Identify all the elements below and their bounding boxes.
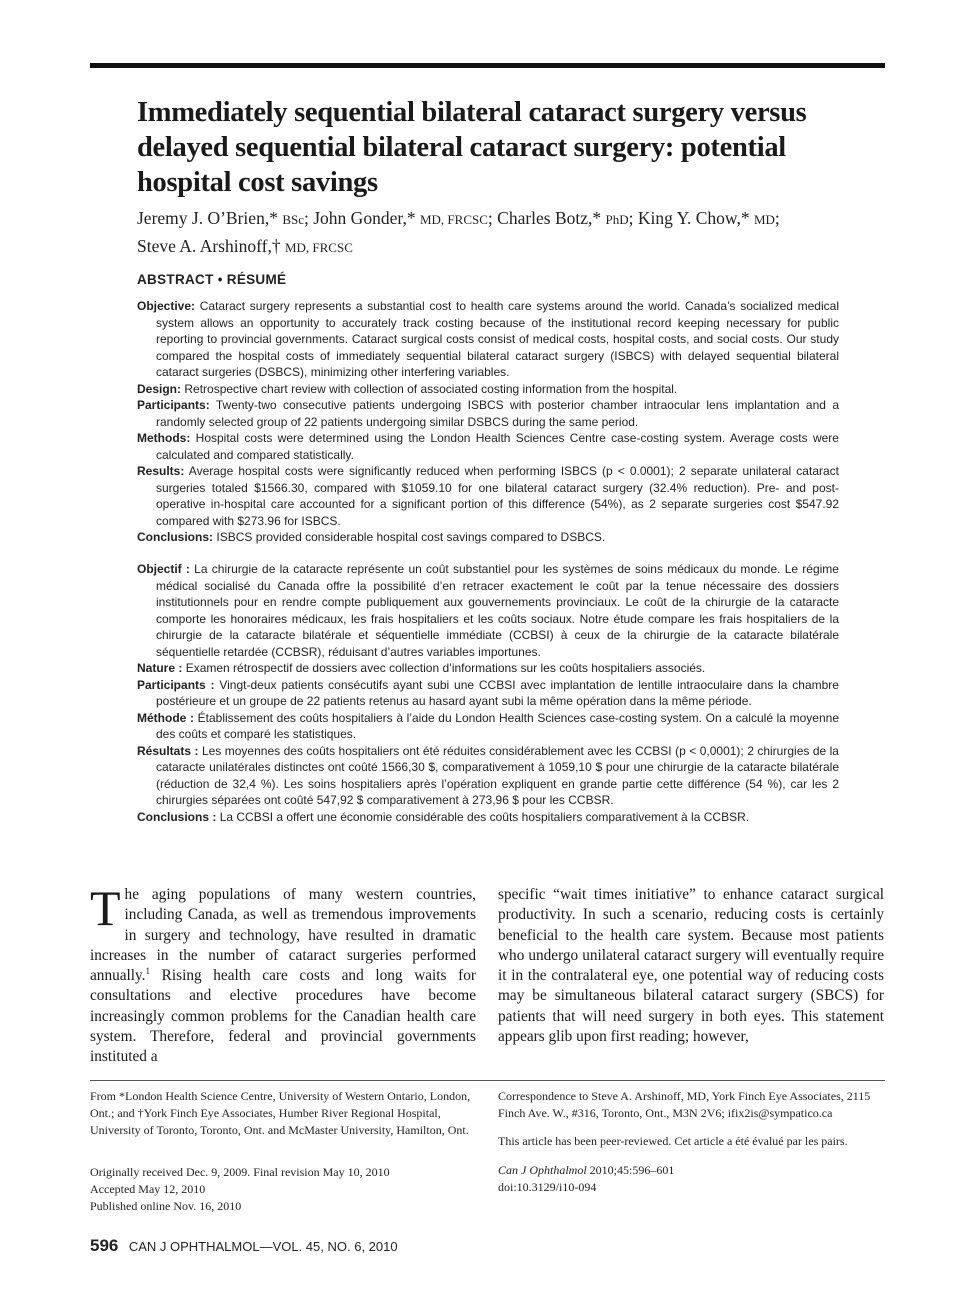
page-footer	[90, 1236, 398, 1256]
author-name: King Y. Chow,*	[637, 208, 750, 228]
abstract-paragraph: Design: Retrospective chart review with collection of associated costing information from the hospital.	[137, 381, 678, 396]
author-name: John Gonder,*	[313, 208, 416, 228]
reference-marker: 1	[145, 966, 151, 977]
abstract-heading: ABSTRACT • RÉSUMÉ	[137, 272, 287, 287]
correspondence-note: Correspondence to Steve A. Arshinoff, MD, York Finch Eye Associates, 2115 Finch Ave. W., #316, Toronto, Ont., M3N 2V6; ifix2is@sympatico.ca	[498, 1089, 871, 1120]
author-name: Charles Botz,*	[497, 208, 602, 228]
affiliation-note: From *London Health Science Centre, University of Western Ontario, London, Ont.; and †York Finch Eye Associates, Humber River Regional Hospital, University of Toronto, Toronto, Ont. and McMaster University, Hamilton, Ont.	[90, 1089, 471, 1137]
author-degrees: BSc	[282, 212, 304, 227]
abstract-paragraph: Objectif : La chirurgie de la cataracte représente un coût substantiel pour les systèmes de soins médicaux du monde. Le régime médical socialisé du Canada offre la possibilité d’en retracer exactement le coût par la tenue nécessaire des dossiers institutionnels pour en rendre compte publiquement aux gouvernements provinciaux. Le coût de la chirurgie de la cataracte comporte les honoraires médicaux, les frais hospitaliers et les coûts sociaux. Notre étude compare les frais hospitaliers de la chirurgie de la cataracte bilatérale et séquentielle immédiate (CCBSI) à ceux de la chirurgie de la cataracte bilatérale séquentielle retardée (CCBSR), réduisant d’autres variables importunes.	[137, 562, 839, 659]
abstract-paragraph: Conclusions : La CCBSI a offert une économie considérable des coûts hospitaliers comparativement à la CCBSR.	[137, 809, 750, 824]
body-text-left: The aging populations of many western countries, including Canada, as well as tremendous improvements in surgery and technology, have resulted in dramatic increases in the number of cataract surgeries performed annually.$^1$ Rising health care costs and long waits for consultations and elective procedures have become increasingly common problems for the Canadian health care system. Therefore, federal and provincial governments instituted a	[90, 880, 476, 1066]
article-title: Immediately sequential bilateral cataract surgery versus delayed sequential bilateral cataract surgery: potential hospital cost savings	[137, 97, 807, 198]
abstract-french	[137, 561, 839, 825]
peer-review-note: This article has been peer-reviewed. Cet article a été évalué par les pairs.	[498, 1134, 848, 1148]
author-degrees: MD, FRCSC	[419, 212, 488, 227]
abstract-paragraph: Methods: Hospital costs were determined using the London Health Sciences Centre case-costing system. Average costs were calculated and compared statistically.	[137, 431, 839, 462]
abstract-paragraph: Conclusions: ISBCS provided considerable hospital cost savings compared to DSBCS.	[137, 530, 606, 544]
author-list: Jeremy J. O’Brien,* BSc; John Gonder,* MD, FRCSC; Charles Botz,* PhD; King Y. Chow,* MD; Steve A. Arshinoff,† MD, FRCSC	[137, 208, 780, 256]
abstract-paragraph: Nature : Examen rétrospectif de dossiers avec collection d’informations sur les coûts hospitaliers associés.	[137, 661, 706, 675]
author-degrees: MD, FRCSC	[284, 240, 353, 255]
abstract-paragraph: Participants : Vingt-deux patients consécutifs ayant subi une CCBSI avec implantation de lentille intraoculaire dans la chambre postérieure et un groupe de 22 patients retenus au hasard ayant subi la même opération dans la même période.	[137, 677, 839, 708]
abstract-paragraph: Results: Average hospital costs were significantly reduced when performing ISBCS (p < 0.0001); 2 separate unilateral cataract surgeries totaled $1566.30, compared with $1059.10 for one bilateral cataract surgery (32.4% reduction). Pre- and post-operative in-hospital care accounted for a significant portion of this difference (54%), as 2 separate surgeries cost $547.92 compared with $273.96 for ISBCS.	[137, 464, 839, 528]
citation-note: Can J Ophthalmol 2010;45:596–601 doi:10.3129/i10-094	[498, 1163, 675, 1194]
author-name: Steve A. Arshinoff,†	[137, 236, 281, 256]
dates-note: Originally received Dec. 9, 2009. Final revision May 10, 2010 Accepted May 12, 2010 Published online Nov. 16, 2010	[90, 1165, 390, 1213]
abstract-paragraph: Participants: Twenty-two consecutive patients undergoing ISBCS with posterior chamber intraocular lens implantation and a randomly selected group of 22 patients undergoing similar DSBCS during the same period.	[137, 398, 839, 429]
page-number: 596	[90, 1236, 119, 1255]
abstract-paragraph: Objective: Cataract surgery represents a substantial cost to health care systems around the world. Canada’s socialized medical system allows an opportunity to accurately track costing because of the institutional record keeping necessary for public reporting to provincial governments. Cataract surgical costs consist of medical costs, hospital costs, and social costs. Our study compared the hospital costs of immediately sequential bilateral cataract surgery (ISBCS) with delayed sequential bilateral cataract surgeries (DSBCS), minimizing other interfering variables.	[137, 299, 839, 379]
author-degrees: MD	[753, 212, 775, 227]
abstract-paragraph: Méthode : Établissement des coûts hospitaliers à l’aide du London Health Sciences case-costing system. On a calculé la moyenne des coûts et comparé les statistiques.	[137, 710, 839, 741]
abstract-english	[137, 298, 839, 546]
author-name: Jeremy J. O’Brien,*	[137, 208, 278, 228]
footnote-rule	[90, 1080, 885, 1081]
body-text-right: specific “wait times initiative” to enhance cataract surgical productivity. In such a scenario, reducing costs is certainly beneficial to the health care system. Because most patients who undergo unilateral cataract surgery will eventually require it in the contralateral eye, one potential way of reducing costs may be simultaneous bilateral cataract surgery (SBCS) for patients that will need surgery in both eyes. This statement appears glib upon first reading; however,	[498, 886, 884, 1046]
running-footer: CAN J OPHTHALMOL—VOL. 45, NO. 6, 2010	[128, 1239, 398, 1254]
drop-cap: T	[90, 880, 121, 936]
top-rule	[90, 63, 885, 68]
abstract-paragraph: Résultats : Les moyennes des coûts hospitaliers ont été réduites considérablement avec les CCBSI (p < 0,0001); 2 chirurgies de la cataracte unilatérales distinctes ont coûté 1566,30 $, comparativement à 1059,10 $ pour une chirurgie de la cataracte bilatérale (réduction de 32,4 %). Les soins hospitaliers après l’opération expliquent en grande partie cette différence (54 %), car les 2 chirurgies séparées ont coûté 547,92 $ comparativement à 273,96 $ pour les CCBSR.	[137, 743, 839, 807]
author-degrees: PhD	[605, 212, 629, 227]
